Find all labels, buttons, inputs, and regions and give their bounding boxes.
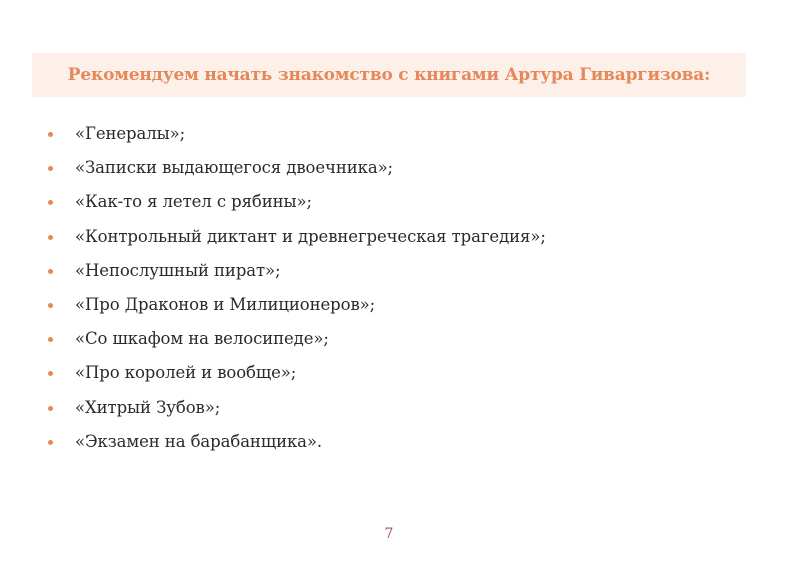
bullet-icon: [48, 337, 53, 342]
bullet-icon: [48, 406, 53, 411]
book-title: «Про королей и вообще»;: [75, 363, 297, 383]
page-title: Рекомендуем начать знакомство с книгами Артура Гиваргизова:: [67, 65, 711, 85]
page-number: 7: [384, 526, 394, 542]
bullet-icon: [48, 132, 53, 137]
book-title: «Контрольный диктант и древнегреческая трагедия»;: [75, 226, 546, 246]
bullet-icon: [48, 371, 53, 376]
bullet-icon: [48, 269, 53, 274]
book-title: «Хитрый Зубов»;: [75, 397, 221, 417]
bullet-icon: [48, 303, 53, 308]
bullet-icon: [48, 166, 53, 171]
bullet-icon: [48, 440, 53, 445]
book-title: «Непослушный пират»;: [75, 260, 281, 280]
book-title: «Про Драконов и Милиционеров»;: [75, 294, 376, 314]
book-title: «Как-то я летел с рябины»;: [75, 192, 312, 212]
header-band: [32, 53, 746, 97]
book-title: «Экзамен на барабанщика».: [75, 431, 323, 451]
book-title: «Со шкафом на велосипеде»;: [75, 329, 329, 349]
book-title: «Записки выдающегося двоечника»;: [75, 158, 394, 178]
bullet-icon: [48, 200, 53, 205]
bullet-icon: [48, 235, 53, 240]
book-title: «Генералы»;: [75, 124, 186, 143]
